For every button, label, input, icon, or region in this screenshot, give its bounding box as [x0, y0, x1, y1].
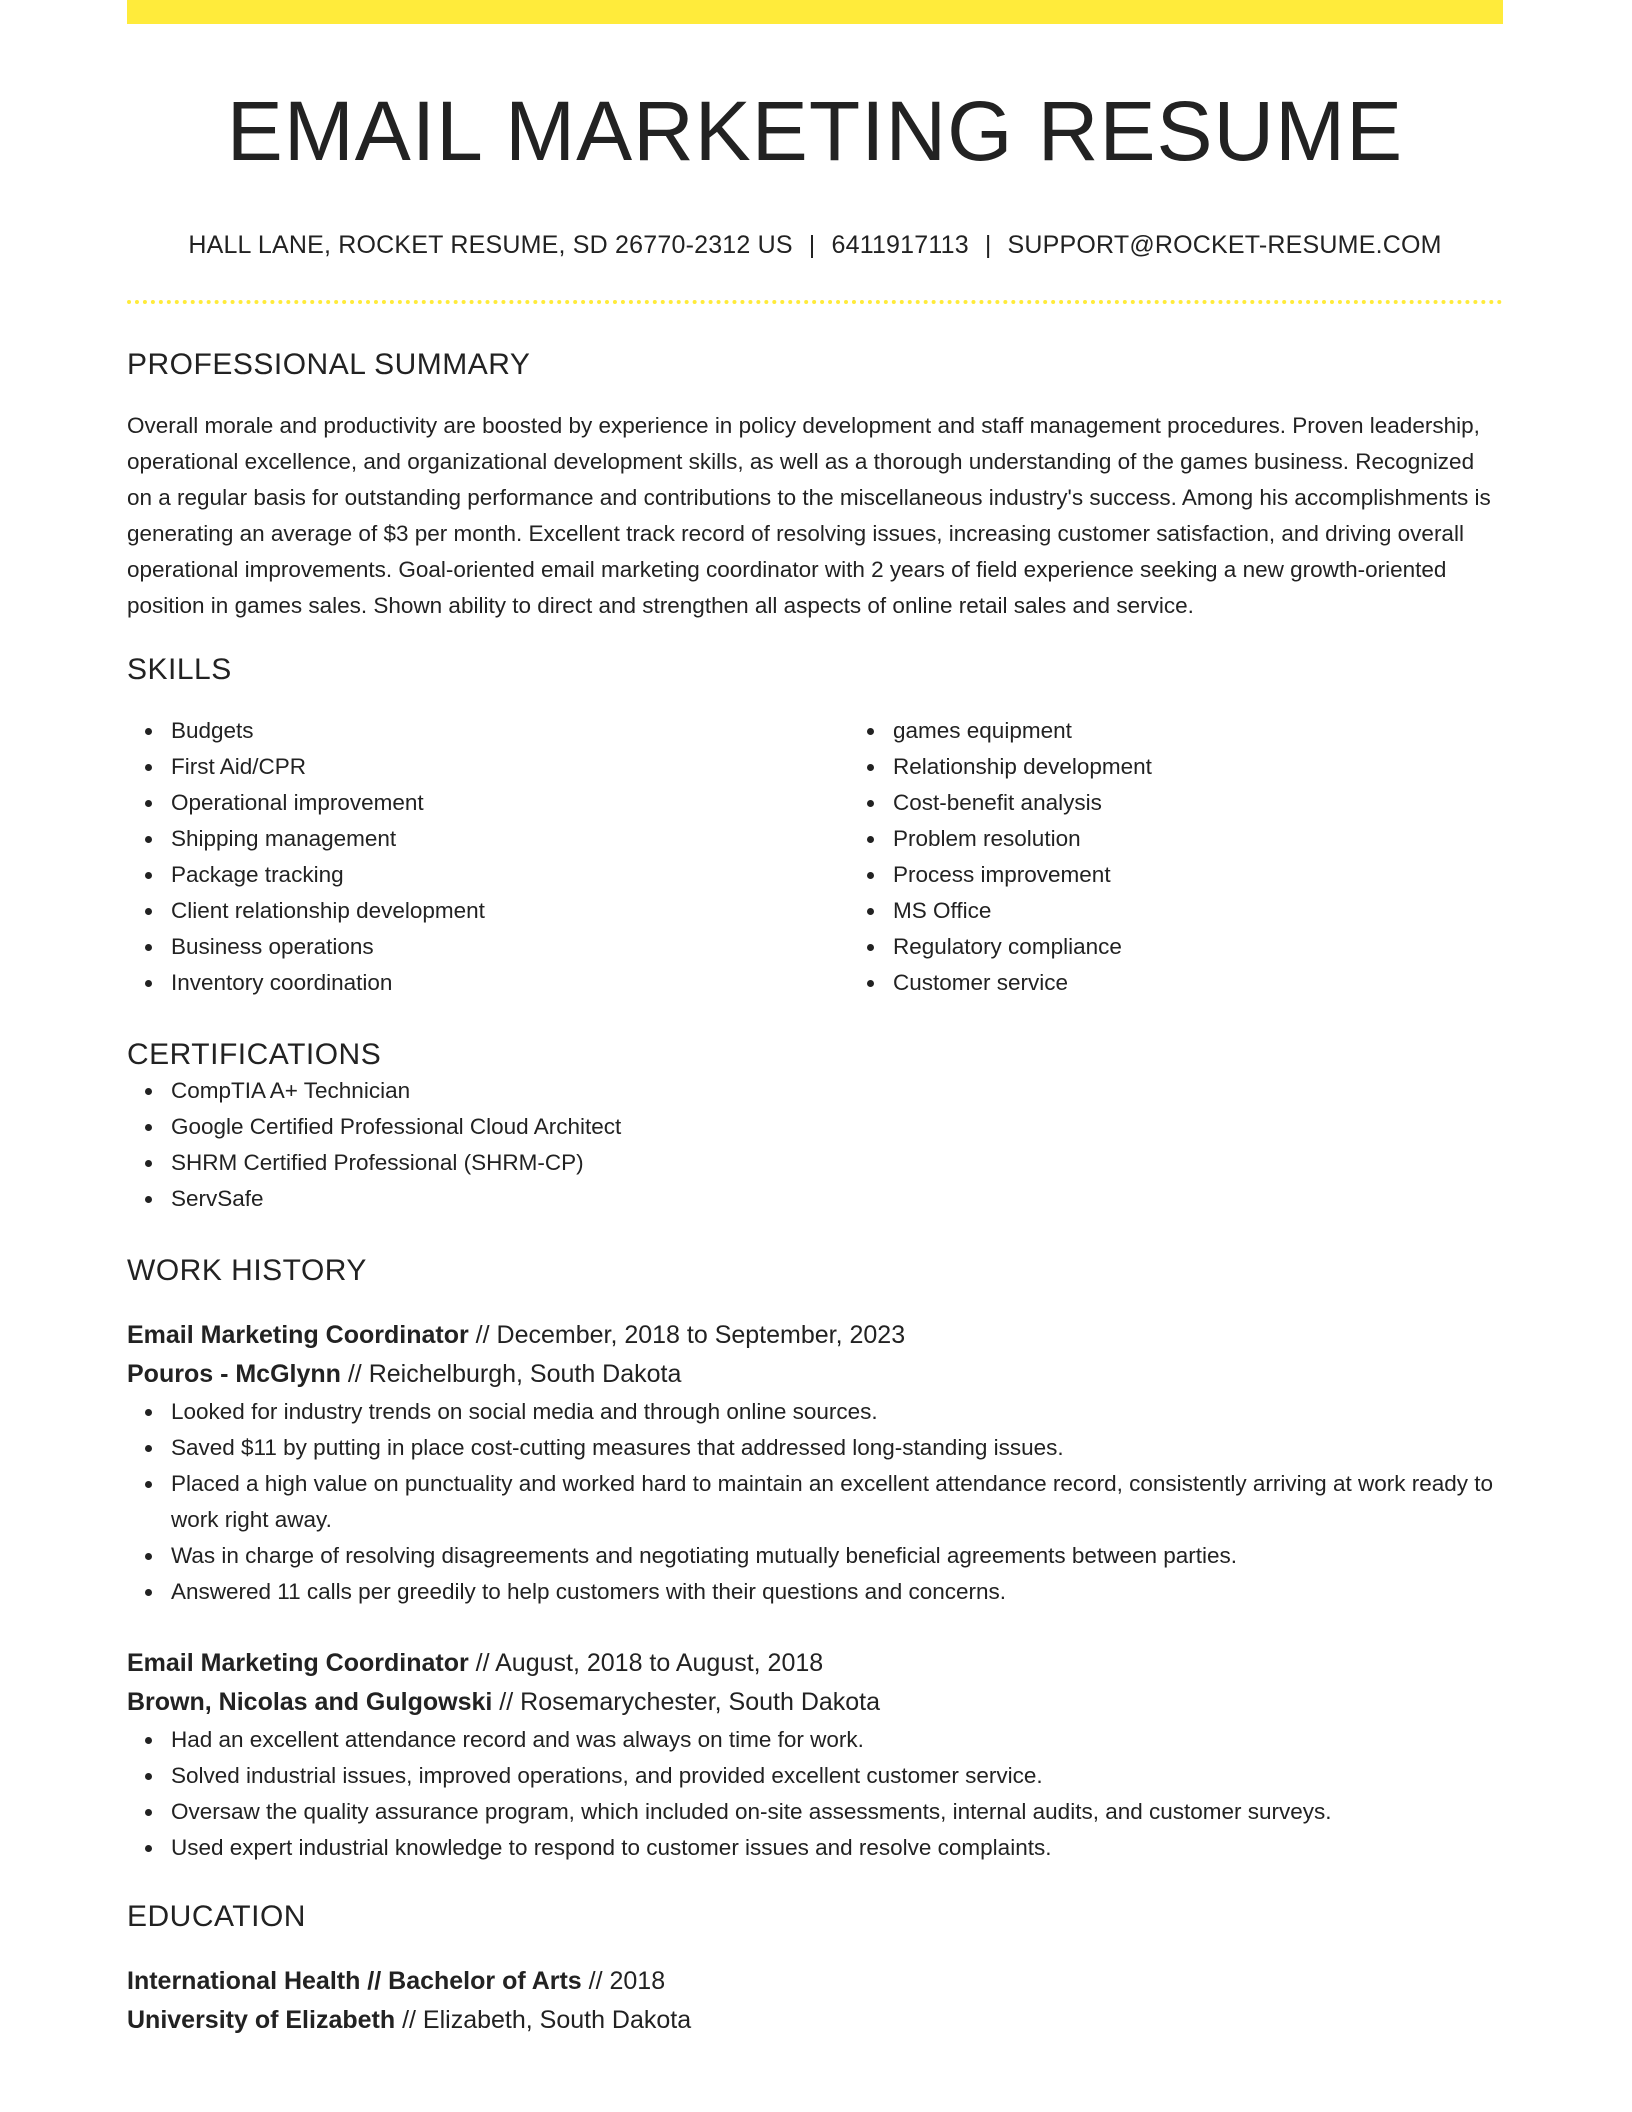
job-title-line	[127, 1644, 1503, 1683]
skills-heading: SKILLS	[127, 653, 232, 687]
list-item: Used expert industrial knowledge to respond to customer issues and resolve complaints.	[171, 1830, 1503, 1866]
list-item: ServSafe	[171, 1181, 1503, 1217]
education-year: // 2018	[588, 1967, 666, 1996]
job-dates: // December, 2018 to September, 2023	[475, 1321, 906, 1350]
contact-email[interactable]: SUPPORT@ROCKET-RESUME.COM	[1007, 231, 1442, 260]
list-item: Google Certified Professional Cloud Architect	[171, 1109, 1503, 1145]
education-location: // Elizabeth, South Dakota	[402, 2006, 692, 2035]
list-item: MS Office	[893, 893, 1571, 929]
contact-separator: |	[808, 231, 816, 260]
education-heading: EDUCATION	[127, 1900, 306, 1934]
list-item: Was in charge of resolving disagreements and negotiating mutually beneficial agreements between parties.	[171, 1538, 1503, 1574]
job-company-line	[127, 1683, 1503, 1722]
resume-page	[127, 0, 1503, 2040]
certifications-list	[127, 1073, 1503, 1217]
job-entry	[127, 1316, 1503, 1610]
list-item: Relationship development	[893, 749, 1571, 785]
education-school: University of Elizabeth	[127, 2006, 396, 2035]
list-item: CompTIA A+ Technician	[171, 1073, 1503, 1109]
list-item: Process improvement	[893, 857, 1571, 893]
list-item: Budgets	[171, 713, 849, 749]
list-item: Inventory coordination	[171, 965, 849, 1001]
contact-address: HALL LANE, ROCKET RESUME, SD 26770-2312 US	[188, 231, 793, 260]
education-degree: International Health // Bachelor of Arts	[127, 1967, 582, 1996]
summary-heading: PROFESSIONAL SUMMARY	[127, 348, 531, 382]
list-item: First Aid/CPR	[171, 749, 849, 785]
summary-text: Overall morale and productivity are boosted by experience in policy development and staff management procedures. Proven leadership, operational excellence, and organizational development skills, as well as a thorough understanding of the games business. Recognized on a regular basis for outstanding performance and contributions to the miscellaneous industry's success. Among his accomplishments is generating an average of $3 per month. Excellent track record of resolving issues, increasing customer satisfaction, and driving overall operational improvements. Goal-oriented email marketing coordinator with 2 years of field experience seeking a new growth-oriented position in games sales. Shown ability to direct and strengthen all aspects of online retail sales and service.	[127, 413, 1491, 619]
job-company: Brown, Nicolas and Gulgowski	[127, 1688, 493, 1717]
list-item: Cost-benefit analysis	[893, 785, 1571, 821]
list-item: Shipping management	[171, 821, 849, 857]
certifications-heading: CERTIFICATIONS	[127, 1038, 382, 1072]
list-item: Operational improvement	[171, 785, 849, 821]
list-item: Placed a high value on punctuality and worked hard to maintain an excellent attendance record, consistently arriving at work ready to work right away.	[171, 1466, 1503, 1538]
list-item: Oversaw the quality assurance program, which included on-site assessments, internal audits, and customer surveys.	[171, 1794, 1503, 1830]
list-item: Regulatory compliance	[893, 929, 1571, 965]
job-company-line	[127, 1355, 1503, 1394]
list-item: Problem resolution	[893, 821, 1571, 857]
contact-separator: |	[984, 231, 992, 260]
list-item: Answered 11 calls per greedily to help customers with their questions and concerns.	[171, 1574, 1503, 1610]
list-item: games equipment	[893, 713, 1571, 749]
list-item: Saved $11 by putting in place cost-cutting measures that addressed long-standing issues.	[171, 1430, 1503, 1466]
list-item: Looked for industry trends on social media and through online sources.	[171, 1394, 1503, 1430]
list-item: Business operations	[171, 929, 849, 965]
job-duties-list	[127, 1722, 1503, 1866]
list-item: Solved industrial issues, improved operations, and provided excellent customer service.	[171, 1758, 1503, 1794]
contact-phone[interactable]: 6411917113	[831, 231, 969, 260]
job-company: Pouros - McGlynn	[127, 1360, 341, 1389]
job-location: // Reichelburgh, South Dakota	[347, 1360, 682, 1389]
job-title: Email Marketing Coordinator	[127, 1321, 469, 1350]
education-entry	[127, 1962, 1503, 2040]
job-location: // Rosemarychester, South Dakota	[499, 1688, 881, 1717]
contact-line	[127, 230, 1503, 260]
job-title-line	[127, 1316, 1503, 1355]
skills-list-left	[127, 713, 849, 1001]
work-history-heading: WORK HISTORY	[127, 1254, 367, 1288]
dotted-divider	[127, 300, 1503, 304]
job-entry	[127, 1644, 1503, 1866]
list-item: Had an excellent attendance record and was always on time for work.	[171, 1722, 1503, 1758]
skills-columns	[127, 713, 1503, 1001]
page-title: EMAIL MARKETING RESUME	[226, 84, 1404, 178]
education-degree-line	[127, 1962, 1503, 2001]
list-item: Client relationship development	[171, 893, 849, 929]
list-item: Customer service	[893, 965, 1571, 1001]
skills-list-right	[849, 713, 1571, 1001]
job-dates: // August, 2018 to August, 2018	[475, 1649, 824, 1678]
accent-top-bar	[127, 0, 1503, 24]
job-duties-list	[127, 1394, 1503, 1610]
job-title: Email Marketing Coordinator	[127, 1649, 469, 1678]
list-item: Package tracking	[171, 857, 849, 893]
education-school-line	[127, 2001, 1503, 2040]
list-item: SHRM Certified Professional (SHRM-CP)	[171, 1145, 1503, 1181]
